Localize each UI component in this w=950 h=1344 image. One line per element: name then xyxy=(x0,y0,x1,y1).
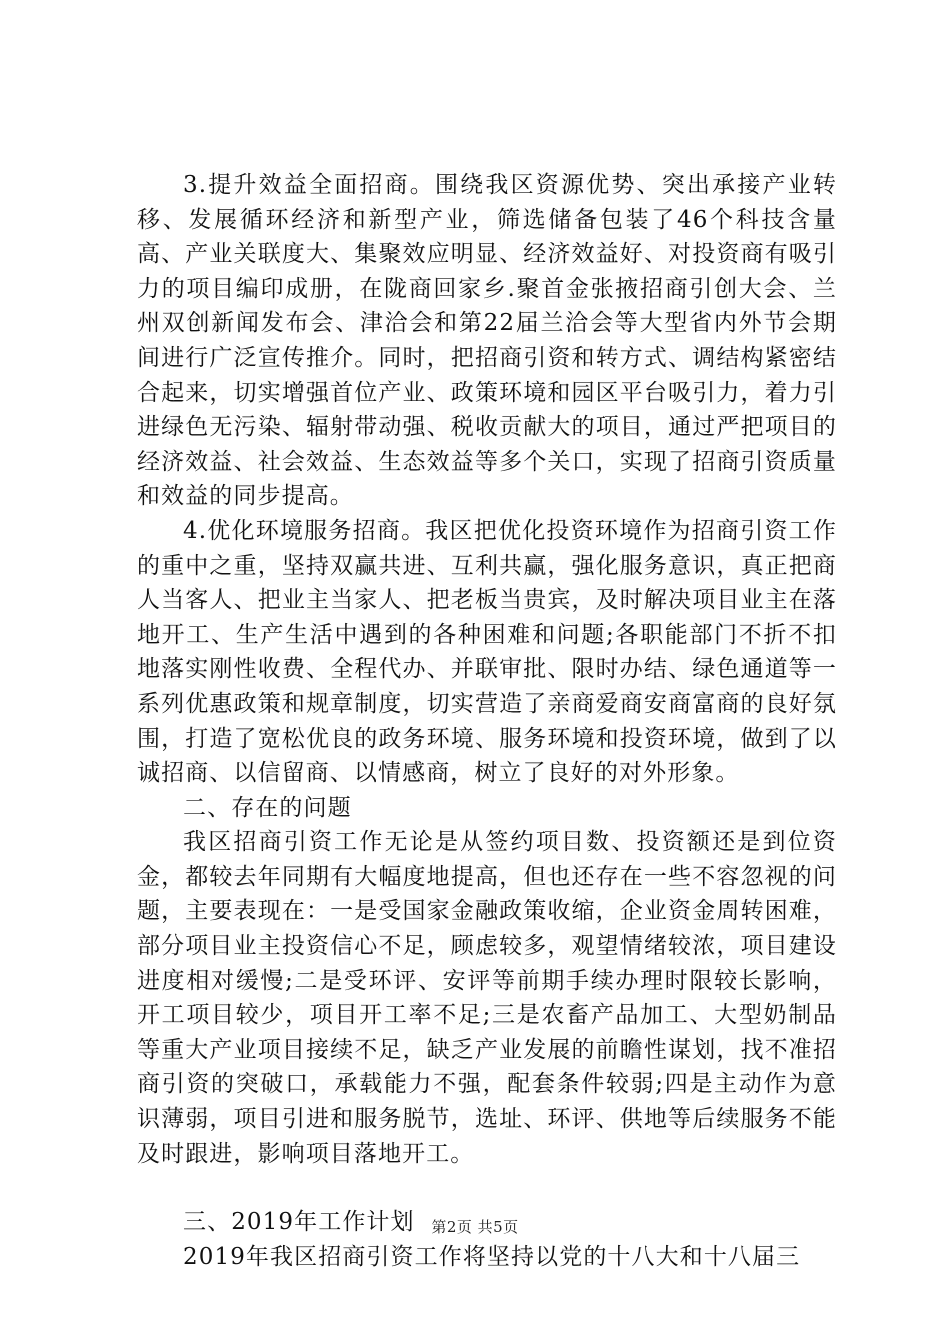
page-number-footer: 第2页 共5页 xyxy=(431,1218,519,1236)
paragraph-gap xyxy=(137,1171,837,1205)
paragraph-environment-services: 4.优化环境服务招商。我区把优化投资环境作为招商引资工作的重中之重，坚持双赢共进、互利共赢，强化服务意识，真正把商人当客人、把业主当家人、把老板当贵宾，及时解决项目业主在落地开工、生产生活中遇到的各种困难和问题;各职能部门不折不扣地落实刚性收费、全程代办、并联审批、限时办结、绿色通道等一系列优惠政策和规章制度，切实营造了亲商爱商安商富商的良好氛围，打造了宽松优良的政务环境、服务环境和投资环境，做到了以诚招商、以信留商、以情感商，树立了良好的对外形象。 xyxy=(137,517,837,787)
document-body xyxy=(137,168,837,1274)
section-heading-problems: 二、存在的问题 xyxy=(183,794,352,821)
paragraph-problems: 我区招商引资工作无论是从签约项目数、投资额还是到位资金，都较去年同期有大幅度地提高，但也还存在一些不容忽视的问题，主要表现在：一是受国家金融政策收缩，企业资金周转困难，部分项目业主投资信心不足，顾虑较多，观望情绪较浓，项目建设进度相对缓慢;二是受环评、安评等前期手续办理时限较长影响，开工项目较少，项目开工率不足;三是农畜产品加工、大型奶制品等重大产业项目接续不足，缺乏产业发展的前瞻性谋划，找不准招商引资的突破口，承载能力不强，配套条件较弱;四是主动作为意识薄弱，项目引进和服务脱节，选址、环评、供地等后续服务不能及时跟进，影响项目落地开工。 xyxy=(137,829,837,1167)
paragraph-investment-benefits: 3.提升效益全面招商。围绕我区资源优势、突出承接产业转移、发展循环经济和新型产业，筛选储备包装了46个科技含量高、产业关联度大、集聚效应明显、经济效益好、对投资商有吸引力的项目编印成册，在陇商回家乡.聚首金张掖招商引创大会、兰州双创新闻发布会、津洽会和第22届兰洽会等大型省内外节会期间进行广泛宣传推介。同时，把招商引资和转方式、调结构紧密结合起来，切实增强首位产业、政策环境和园区平台吸引力，着力引进绿色无污染、辐射带动强、税收贡献大的项目，通过严把项目的经济效益、社会效益、生态效益等多个关口，实现了招商引资质量和效益的同步提高。 xyxy=(137,172,837,510)
paragraph-work-plan: 2019年我区招商引资工作将坚持以党的十八大和十八届三 xyxy=(183,1243,801,1270)
section-heading-work-plan: 三、2019年工作计划 xyxy=(183,1209,415,1236)
